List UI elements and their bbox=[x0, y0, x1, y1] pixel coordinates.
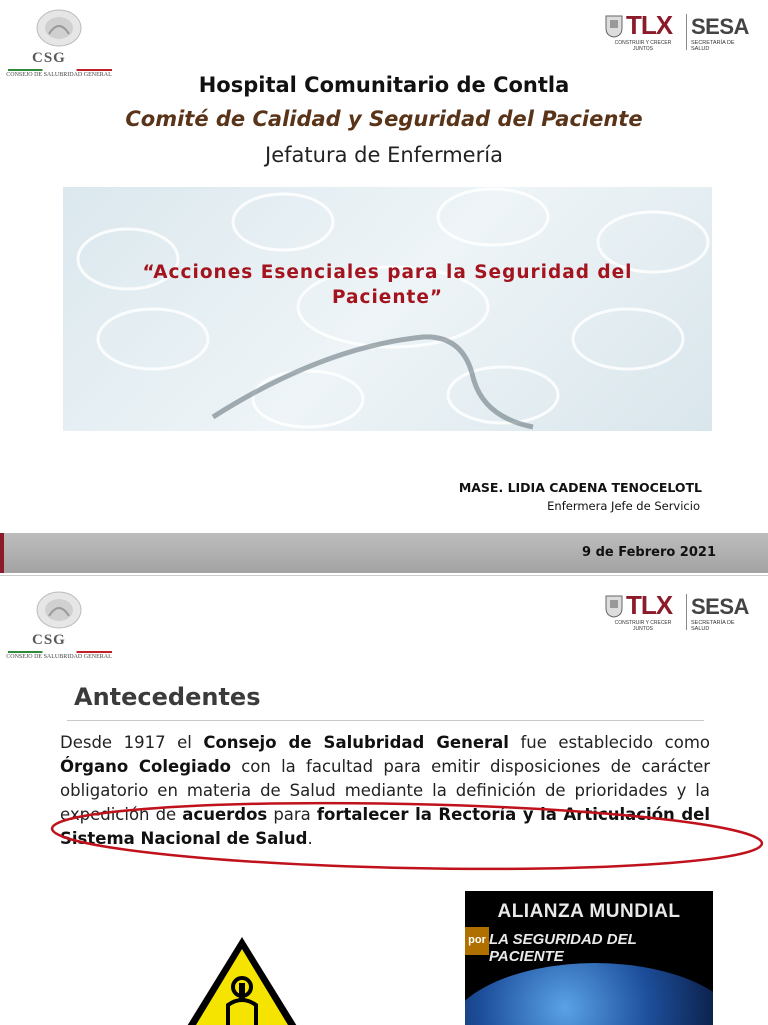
paragraph-text: Desde 1917 el bbox=[60, 733, 204, 752]
author-name: MASE. LIDIA CADENA TENOCELOTL bbox=[458, 480, 702, 495]
sesa-logo-subtitle: SECRETARÍA DE SALUD bbox=[691, 620, 735, 632]
department-title: Jefatura de Enfermería bbox=[265, 143, 503, 167]
sesa-logo-text: SESA bbox=[691, 14, 749, 39]
paragraph-bold: acuerdos bbox=[182, 805, 268, 824]
section-title: Antecedentes bbox=[74, 683, 261, 711]
paragraph-bold: Consejo de Salubridad General bbox=[203, 733, 509, 752]
paragraph-text: . bbox=[307, 829, 313, 848]
paragraph-bold: fortalecer la Rectoría y la Articulación del Sistema Nacional de Salud bbox=[60, 805, 710, 848]
paragraph-bold: Órgano Colegiado bbox=[60, 757, 231, 776]
alliance-por-badge: por bbox=[465, 927, 489, 955]
paragraph-text: fue establecido como bbox=[508, 733, 710, 752]
tlx-sesa-logo bbox=[604, 12, 750, 56]
tlx-logo-subtitle: CONSTRUIR Y CRECER JUNTOS bbox=[614, 620, 672, 632]
tlaxcala-shield-icon bbox=[604, 594, 624, 618]
tlx-logo-text: TLX bbox=[626, 590, 673, 620]
warning-image bbox=[148, 921, 336, 1025]
author-role: Enfermera Jefe de Servicio bbox=[547, 499, 700, 513]
mexico-seal-icon bbox=[34, 8, 84, 48]
alliance-title: ALIANZA MUNDIAL bbox=[497, 901, 681, 922]
banner-title: “Acciones Esenciales para la Seguridad del Paciente” bbox=[142, 262, 633, 308]
antecedentes-slide bbox=[0, 575, 768, 1025]
csg-logo-text: CSG bbox=[32, 632, 66, 648]
globe-icon bbox=[465, 963, 713, 1025]
tlx-logo-subtitle: CONSTRUIR Y CRECER JUNTOS bbox=[614, 40, 672, 52]
hospital-title: Hospital Comunitario de Contla bbox=[198, 73, 570, 97]
banner-image bbox=[63, 187, 712, 431]
paragraph-text: con la facultad para emitir disposiciones de carácter obligatorio en materia de Salud mediante la definición de prioridades y la expedición de bbox=[60, 757, 711, 824]
tlx-logo-text: TLX bbox=[626, 10, 673, 40]
csg-color-bar bbox=[8, 651, 112, 653]
csg-logo-text: CSG bbox=[32, 50, 66, 66]
tlx-sesa-logo bbox=[604, 592, 750, 636]
presentation-date: 9 de Febrero 2021 bbox=[582, 545, 716, 560]
paragraph-text: para bbox=[267, 805, 317, 824]
sesa-logo-subtitle: SECRETARÍA DE SALUD bbox=[691, 40, 735, 52]
mexico-seal-icon bbox=[34, 590, 84, 630]
date-bar-accent bbox=[0, 533, 4, 573]
csg-logo bbox=[6, 590, 112, 670]
world-alliance-image bbox=[465, 891, 713, 1025]
highlight-ellipse bbox=[48, 800, 768, 872]
alliance-subtitle: LA SEGURIDAD DEL PACIENTE bbox=[489, 931, 637, 965]
patient-warning-icon bbox=[148, 921, 336, 1025]
date-bar bbox=[0, 533, 768, 573]
csg-logo-subtitle: CONSEJO DE SALUBRIDAD GENERAL bbox=[6, 654, 112, 660]
logo-divider bbox=[686, 14, 687, 50]
tlaxcala-shield-icon bbox=[604, 14, 624, 38]
csg-color-bar bbox=[8, 69, 112, 71]
section-divider bbox=[67, 720, 704, 721]
sesa-logo-text: SESA bbox=[691, 594, 749, 619]
csg-logo-subtitle: CONSEJO DE SALUBRIDAD GENERAL bbox=[6, 72, 112, 78]
committee-title: Comité de Calidad y Seguridad del Paciente bbox=[125, 107, 643, 131]
logo-divider bbox=[686, 594, 687, 630]
